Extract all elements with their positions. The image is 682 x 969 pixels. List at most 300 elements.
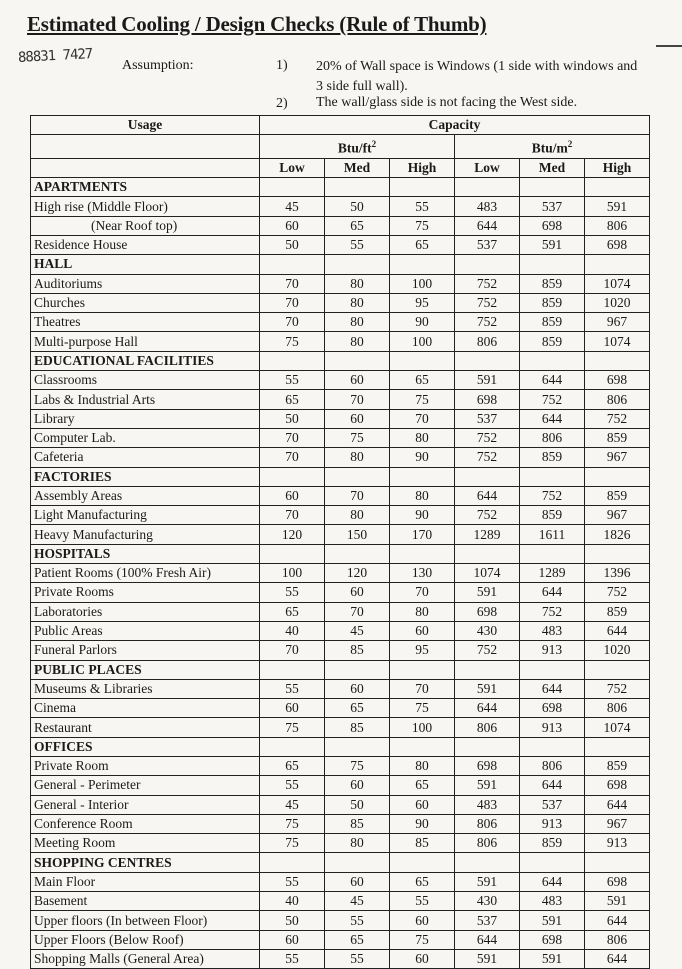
value-cell: 65 (260, 602, 325, 621)
value-cell: 70 (260, 641, 325, 660)
value-cell: 859 (585, 602, 650, 621)
blank-cell (455, 660, 520, 679)
value-cell: 806 (455, 332, 520, 351)
blank-cell (455, 467, 520, 486)
value-cell: 50 (260, 911, 325, 930)
value-cell: 698 (520, 699, 585, 718)
value-cell: 698 (455, 602, 520, 621)
value-cell: 806 (585, 699, 650, 718)
level-header: Med (520, 158, 585, 177)
value-cell: 1611 (520, 525, 585, 544)
value-cell: 698 (455, 390, 520, 409)
blank-cell (585, 467, 650, 486)
value-cell: 60 (260, 930, 325, 949)
value-cell: 752 (585, 409, 650, 428)
value-cell: 967 (585, 814, 650, 833)
blank-cell (260, 737, 325, 756)
blank-cell (390, 467, 455, 486)
table-row (31, 332, 650, 351)
table-row (31, 621, 650, 640)
value-cell: 430 (455, 892, 520, 911)
value-cell: 75 (260, 332, 325, 351)
value-cell: 913 (520, 718, 585, 737)
blank-cell (455, 351, 520, 370)
table-row (31, 930, 650, 949)
level-row (31, 158, 650, 177)
value-cell: 537 (455, 911, 520, 930)
usage-cell: Theatres (31, 313, 260, 332)
value-cell: 644 (585, 795, 650, 814)
blank-cell (260, 544, 325, 563)
usage-cell: Computer Lab. (31, 428, 260, 447)
value-cell: 1289 (455, 525, 520, 544)
table-row (31, 564, 650, 583)
value-cell: 591 (520, 949, 585, 968)
blank-cell (585, 255, 650, 274)
value-cell: 644 (520, 679, 585, 698)
value-cell: 537 (520, 197, 585, 216)
blank-cell (31, 135, 260, 159)
value-cell: 80 (325, 313, 390, 332)
value-cell: 752 (455, 641, 520, 660)
table-row (31, 371, 650, 390)
usage-cell: Shopping Malls (General Area) (31, 949, 260, 968)
table-row (31, 448, 650, 467)
value-cell: 859 (585, 486, 650, 505)
value-cell: 698 (585, 776, 650, 795)
document-title: Estimated Cooling / Design Checks (Rule of Thumb) (27, 12, 487, 36)
blank-cell (455, 255, 520, 274)
blank-cell (520, 660, 585, 679)
table-row (31, 409, 650, 428)
value-cell: 752 (455, 313, 520, 332)
blank-cell (325, 351, 390, 370)
section-row (31, 467, 650, 486)
blank-cell (260, 255, 325, 274)
table-row (31, 216, 650, 235)
value-cell: 644 (585, 621, 650, 640)
value-cell: 430 (455, 621, 520, 640)
value-cell: 75 (390, 216, 455, 235)
value-cell: 100 (390, 274, 455, 293)
value-cell: 913 (520, 814, 585, 833)
value-cell: 80 (390, 757, 455, 776)
value-cell: 55 (325, 949, 390, 968)
value-cell: 644 (585, 949, 650, 968)
section-row (31, 544, 650, 563)
value-cell: 752 (455, 506, 520, 525)
value-cell: 1826 (585, 525, 650, 544)
table-row (31, 641, 650, 660)
usage-cell: Museums & Libraries (31, 679, 260, 698)
value-cell: 483 (520, 621, 585, 640)
value-cell: 698 (585, 371, 650, 390)
section-heading: EDUCATIONAL FACILITIES (31, 351, 260, 370)
value-cell: 859 (520, 448, 585, 467)
value-cell: 55 (260, 679, 325, 698)
usage-header: Usage (31, 116, 260, 135)
table-row (31, 293, 650, 312)
value-cell: 1020 (585, 641, 650, 660)
value-cell: 170 (390, 525, 455, 544)
value-cell: 483 (520, 892, 585, 911)
value-cell: 591 (520, 911, 585, 930)
blank-cell (585, 351, 650, 370)
value-cell: 859 (585, 757, 650, 776)
unit-sup: 2 (371, 139, 377, 150)
value-cell: 70 (260, 293, 325, 312)
blank-cell (390, 737, 455, 756)
value-cell: 537 (455, 235, 520, 254)
value-cell: 100 (390, 718, 455, 737)
value-cell: 967 (585, 313, 650, 332)
value-cell: 913 (520, 641, 585, 660)
blank-cell (260, 853, 325, 872)
value-cell: 591 (455, 371, 520, 390)
value-cell: 70 (260, 274, 325, 293)
value-cell: 806 (585, 390, 650, 409)
value-cell: 859 (520, 332, 585, 351)
value-cell: 591 (520, 235, 585, 254)
value-cell: 644 (455, 699, 520, 718)
value-cell: 65 (390, 776, 455, 795)
blank-cell (585, 853, 650, 872)
level-header: Low (455, 158, 520, 177)
value-cell: 90 (390, 814, 455, 833)
usage-cell: General - Interior (31, 795, 260, 814)
value-cell: 90 (390, 506, 455, 525)
header-row (31, 116, 650, 135)
level-header: Med (325, 158, 390, 177)
blank-cell (520, 178, 585, 197)
value-cell: 85 (325, 641, 390, 660)
blank-cell (585, 544, 650, 563)
value-cell: 698 (585, 235, 650, 254)
handwritten-note: 88831 7427 (17, 46, 93, 66)
value-cell: 90 (390, 448, 455, 467)
value-cell: 591 (455, 583, 520, 602)
value-cell: 50 (260, 409, 325, 428)
value-cell: 80 (325, 448, 390, 467)
value-cell: 65 (325, 930, 390, 949)
unit-btu-m2 (455, 135, 650, 159)
section-row (31, 660, 650, 679)
value-cell: 75 (325, 757, 390, 776)
usage-cell: Laboratories (31, 602, 260, 621)
table-row (31, 525, 650, 544)
table-row (31, 892, 650, 911)
value-cell: 70 (260, 506, 325, 525)
blank-cell (520, 853, 585, 872)
usage-cell: Funeral Parlors (31, 641, 260, 660)
value-cell: 100 (260, 564, 325, 583)
value-cell: 70 (390, 583, 455, 602)
value-cell: 60 (260, 699, 325, 718)
section-heading: SHOPPING CENTRES (31, 853, 260, 872)
blank-cell (585, 660, 650, 679)
value-cell: 50 (325, 795, 390, 814)
value-cell: 806 (520, 757, 585, 776)
value-cell: 967 (585, 448, 650, 467)
blank-cell (325, 178, 390, 197)
value-cell: 752 (455, 428, 520, 447)
value-cell: 120 (325, 564, 390, 583)
value-cell: 60 (390, 621, 455, 640)
section-heading: HOSPITALS (31, 544, 260, 563)
value-cell: 60 (325, 409, 390, 428)
value-cell: 60 (325, 583, 390, 602)
table-row (31, 428, 650, 447)
value-cell: 80 (390, 428, 455, 447)
value-cell: 80 (390, 486, 455, 505)
capacity-header: Capacity (260, 116, 650, 135)
value-cell: 85 (325, 814, 390, 833)
value-cell: 55 (325, 235, 390, 254)
section-row (31, 737, 650, 756)
blank-cell (325, 737, 390, 756)
usage-cell: Upper floors (In between Floor) (31, 911, 260, 930)
value-cell: 752 (455, 274, 520, 293)
value-cell: 130 (390, 564, 455, 583)
value-cell: 80 (390, 602, 455, 621)
blank-cell (390, 178, 455, 197)
blank-cell (455, 737, 520, 756)
usage-cell: Multi-purpose Hall (31, 332, 260, 351)
value-cell: 483 (455, 795, 520, 814)
blank-cell (520, 467, 585, 486)
value-cell: 60 (325, 776, 390, 795)
value-cell: 65 (325, 699, 390, 718)
value-cell: 95 (390, 293, 455, 312)
usage-cell: Library (31, 409, 260, 428)
blank-cell (455, 178, 520, 197)
blank-cell (520, 544, 585, 563)
assumption-text: 20% of Wall space is Windows (1 side with windows and 3 side full wall). (316, 59, 638, 94)
level-header: High (585, 158, 650, 177)
blank-cell (325, 853, 390, 872)
blank-cell (325, 660, 390, 679)
table-row (31, 699, 650, 718)
value-cell: 752 (585, 679, 650, 698)
blank-cell (260, 660, 325, 679)
value-cell: 55 (260, 371, 325, 390)
blank-cell (520, 737, 585, 756)
section-heading: FACTORIES (31, 467, 260, 486)
blank-cell (585, 737, 650, 756)
value-cell: 752 (585, 583, 650, 602)
value-cell: 55 (390, 892, 455, 911)
value-cell: 591 (455, 679, 520, 698)
usage-cell: Meeting Room (31, 834, 260, 853)
value-cell: 591 (455, 776, 520, 795)
usage-cell: Labs & Industrial Arts (31, 390, 260, 409)
level-header: Low (260, 158, 325, 177)
value-cell: 80 (325, 274, 390, 293)
value-cell: 913 (585, 834, 650, 853)
blank-cell (390, 853, 455, 872)
section-row (31, 178, 650, 197)
value-cell: 55 (260, 583, 325, 602)
value-cell: 60 (260, 486, 325, 505)
usage-cell: High rise (Middle Floor) (31, 197, 260, 216)
blank-cell (260, 178, 325, 197)
value-cell: 85 (325, 718, 390, 737)
cooling-table (30, 115, 650, 969)
usage-cell: Auditoriums (31, 274, 260, 293)
usage-cell: Classrooms (31, 371, 260, 390)
blank-cell (390, 660, 455, 679)
usage-cell: Restaurant (31, 718, 260, 737)
value-cell: 806 (455, 834, 520, 853)
value-cell: 90 (390, 313, 455, 332)
value-cell: 80 (325, 834, 390, 853)
value-cell: 80 (325, 332, 390, 351)
value-cell: 1074 (585, 718, 650, 737)
value-cell: 591 (455, 872, 520, 891)
value-cell: 1074 (455, 564, 520, 583)
usage-cell: Public Areas (31, 621, 260, 640)
value-cell: 55 (260, 949, 325, 968)
usage-cell: Light Manufacturing (31, 506, 260, 525)
usage-cell: Basement (31, 892, 260, 911)
usage-cell: Main Floor (31, 872, 260, 891)
value-cell: 80 (325, 293, 390, 312)
section-row (31, 255, 650, 274)
blank-cell (390, 544, 455, 563)
value-cell: 60 (325, 872, 390, 891)
value-cell: 859 (520, 506, 585, 525)
usage-cell: Conference Room (31, 814, 260, 833)
value-cell: 55 (390, 197, 455, 216)
section-heading: OFFICES (31, 737, 260, 756)
value-cell: 752 (455, 448, 520, 467)
value-cell: 70 (260, 428, 325, 447)
value-cell: 1289 (520, 564, 585, 583)
usage-cell: Churches (31, 293, 260, 312)
value-cell: 644 (585, 911, 650, 930)
table-row (31, 197, 650, 216)
value-cell: 45 (325, 892, 390, 911)
value-cell: 806 (585, 216, 650, 235)
value-cell: 65 (260, 390, 325, 409)
value-cell: 45 (325, 621, 390, 640)
value-cell: 50 (260, 235, 325, 254)
value-cell: 55 (325, 911, 390, 930)
table-row (31, 834, 650, 853)
value-cell: 859 (520, 313, 585, 332)
table-row (31, 776, 650, 795)
usage-cell: Private Room (31, 757, 260, 776)
value-cell: 60 (260, 216, 325, 235)
value-cell: 150 (325, 525, 390, 544)
value-cell: 70 (390, 679, 455, 698)
blank-cell (390, 351, 455, 370)
value-cell: 65 (325, 216, 390, 235)
value-cell: 591 (585, 197, 650, 216)
value-cell: 70 (325, 486, 390, 505)
page-edge-mark (656, 45, 682, 47)
assumption-text: The wall/glass side is not facing the West side. (316, 95, 578, 110)
value-cell: 55 (260, 776, 325, 795)
value-cell: 752 (520, 486, 585, 505)
value-cell: 95 (390, 641, 455, 660)
assumption-label: Assumption: (122, 58, 194, 73)
value-cell: 644 (520, 371, 585, 390)
value-cell: 75 (260, 834, 325, 853)
value-cell: 859 (520, 293, 585, 312)
value-cell: 75 (325, 428, 390, 447)
assumption-number: 2) (276, 96, 288, 111)
usage-cell: Residence House (31, 235, 260, 254)
value-cell: 65 (390, 371, 455, 390)
value-cell: 45 (260, 197, 325, 216)
value-cell: 80 (325, 506, 390, 525)
value-cell: 60 (390, 795, 455, 814)
value-cell: 40 (260, 621, 325, 640)
value-cell: 698 (520, 216, 585, 235)
table-row (31, 872, 650, 891)
section-heading: PUBLIC PLACES (31, 660, 260, 679)
table-row (31, 583, 650, 602)
assumption-number: 1) (276, 58, 288, 73)
blank-cell (325, 544, 390, 563)
value-cell: 70 (260, 448, 325, 467)
value-cell: 75 (260, 814, 325, 833)
value-cell: 967 (585, 506, 650, 525)
usage-cell: (Near Roof top) (31, 216, 260, 235)
value-cell: 65 (260, 757, 325, 776)
usage-cell: Private Rooms (31, 583, 260, 602)
value-cell: 859 (585, 428, 650, 447)
value-cell: 483 (455, 197, 520, 216)
table-row (31, 274, 650, 293)
value-cell: 70 (390, 409, 455, 428)
section-heading: APARTMENTS (31, 178, 260, 197)
table-row (31, 757, 650, 776)
value-cell: 75 (390, 699, 455, 718)
table-row (31, 679, 650, 698)
value-cell: 70 (260, 313, 325, 332)
blank-cell (260, 351, 325, 370)
blank-cell (31, 158, 260, 177)
usage-cell: General - Perimeter (31, 776, 260, 795)
table-row (31, 602, 650, 621)
value-cell: 644 (520, 776, 585, 795)
blank-cell (390, 255, 455, 274)
value-cell: 65 (390, 872, 455, 891)
blank-cell (455, 853, 520, 872)
table-row (31, 390, 650, 409)
table-row (31, 949, 650, 968)
usage-cell: Assembly Areas (31, 486, 260, 505)
level-header: High (390, 158, 455, 177)
unit-row (31, 135, 650, 159)
value-cell: 85 (390, 834, 455, 853)
value-cell: 55 (260, 872, 325, 891)
value-cell: 70 (325, 602, 390, 621)
value-cell: 50 (325, 197, 390, 216)
unit-btu-ft2 (260, 135, 455, 159)
usage-cell: Cinema (31, 699, 260, 718)
table-row (31, 506, 650, 525)
value-cell: 752 (520, 602, 585, 621)
value-cell: 1074 (585, 274, 650, 293)
blank-cell (520, 351, 585, 370)
value-cell: 70 (325, 390, 390, 409)
value-cell: 644 (520, 409, 585, 428)
value-cell: 644 (455, 930, 520, 949)
value-cell: 591 (455, 949, 520, 968)
